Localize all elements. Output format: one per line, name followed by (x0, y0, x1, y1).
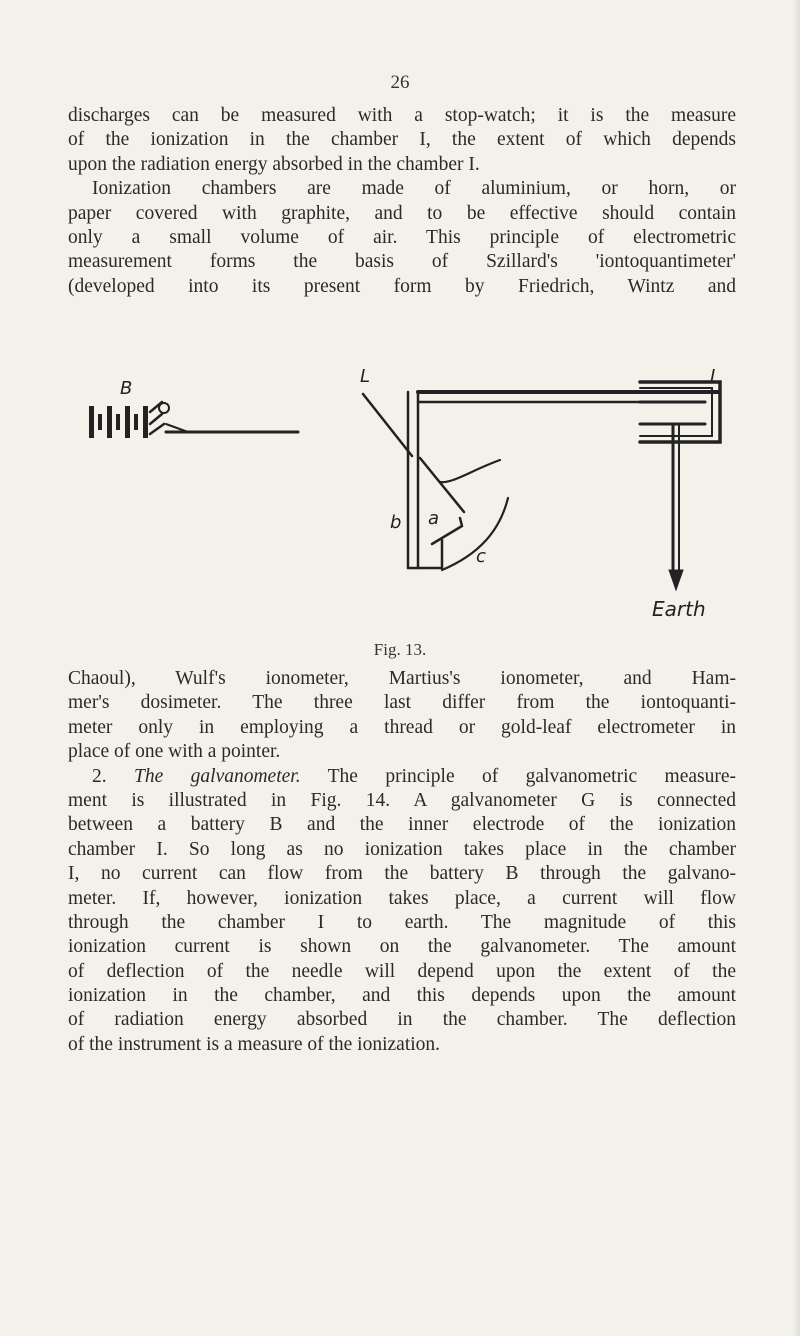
text-line: chamber I. So long as no ionization takes place in the chamber (68, 838, 736, 860)
text-line: meter. If, however, ionization takes place, a current will flow (68, 887, 736, 909)
section-number: 2. (92, 765, 107, 787)
text-line: between a battery B and the inner electrode of the ionization (68, 814, 736, 836)
text-line: Chaoul), Wulf's ionometer, Martius's ionometer, and Ham- (68, 668, 736, 689)
figure-13-diagram (80, 362, 730, 652)
label-c: c (476, 546, 486, 567)
galvanometer-heading-line (68, 765, 736, 789)
label-L: L (360, 366, 371, 387)
text-line: place of one with a pointer. (68, 741, 281, 763)
text-block-bottom (68, 667, 736, 1057)
label-battery-B: B (120, 378, 133, 399)
ionization-chamber (640, 382, 720, 590)
text-line: through the chamber I to earth. The magnitude of this (68, 911, 736, 933)
text-line: ionization current is shown on the galvanometer. The amount (68, 936, 736, 958)
text-line: mer's dosimeter. The three last differ from the iontoquanti- (68, 692, 736, 714)
page-edge-shadow (792, 0, 800, 1336)
text-line: I, no current can flow from the battery B through the galvano- (68, 863, 736, 885)
scale-arc (442, 498, 508, 570)
text-line: of radiation energy absorbed in the chamber. The deflection (68, 1009, 736, 1031)
text-line: meter only in employing a thread or gold-leaf electrometer in (68, 716, 736, 738)
text-line: of the instrument is a measure of the ionization. (68, 1033, 441, 1055)
text-line: ment is illustrated in Fig. 14. A galvanometer G is connected (68, 789, 736, 811)
text-line: only a small volume of air. This principle of electrometric (68, 226, 736, 248)
label-b: b (390, 512, 402, 533)
text-line: measurement forms the basis of Szillard's 'iontoquantimeter' (68, 251, 736, 273)
text-line: of deflection of the needle will depend upon the extent of the (68, 960, 736, 982)
text-line: ionization in the chamber, and this depends upon the amount (68, 985, 736, 1007)
battery-symbol (89, 402, 169, 438)
label-earth: Earth (652, 597, 706, 621)
text-line-rest: The principle of galvanometric measure- (327, 765, 737, 787)
text-line: of the ionization in the chamber I, the extent of which depends (68, 129, 736, 151)
text-line: discharges can be measured with a stop-watch; it is the measure (68, 105, 736, 126)
text-line: paper covered with graphite, and to be effective should contain (68, 202, 736, 224)
label-I: I (710, 366, 716, 387)
earth-arrow (669, 570, 683, 590)
label-a: a (428, 508, 440, 529)
pointer-needle (363, 394, 412, 456)
text-line: upon the radiation energy absorbed in the chamber I. (68, 153, 480, 175)
text-line: Ionization chambers are made of aluminium, or horn, or (92, 178, 736, 200)
text-line: (developed into its present form by Friedrich, Wintz and (68, 275, 736, 297)
page-number: 26 (390, 72, 410, 93)
text-block-top (68, 104, 736, 299)
figure-caption: Fig. 13. (373, 640, 427, 659)
section-title: The galvanometer. (134, 765, 301, 787)
